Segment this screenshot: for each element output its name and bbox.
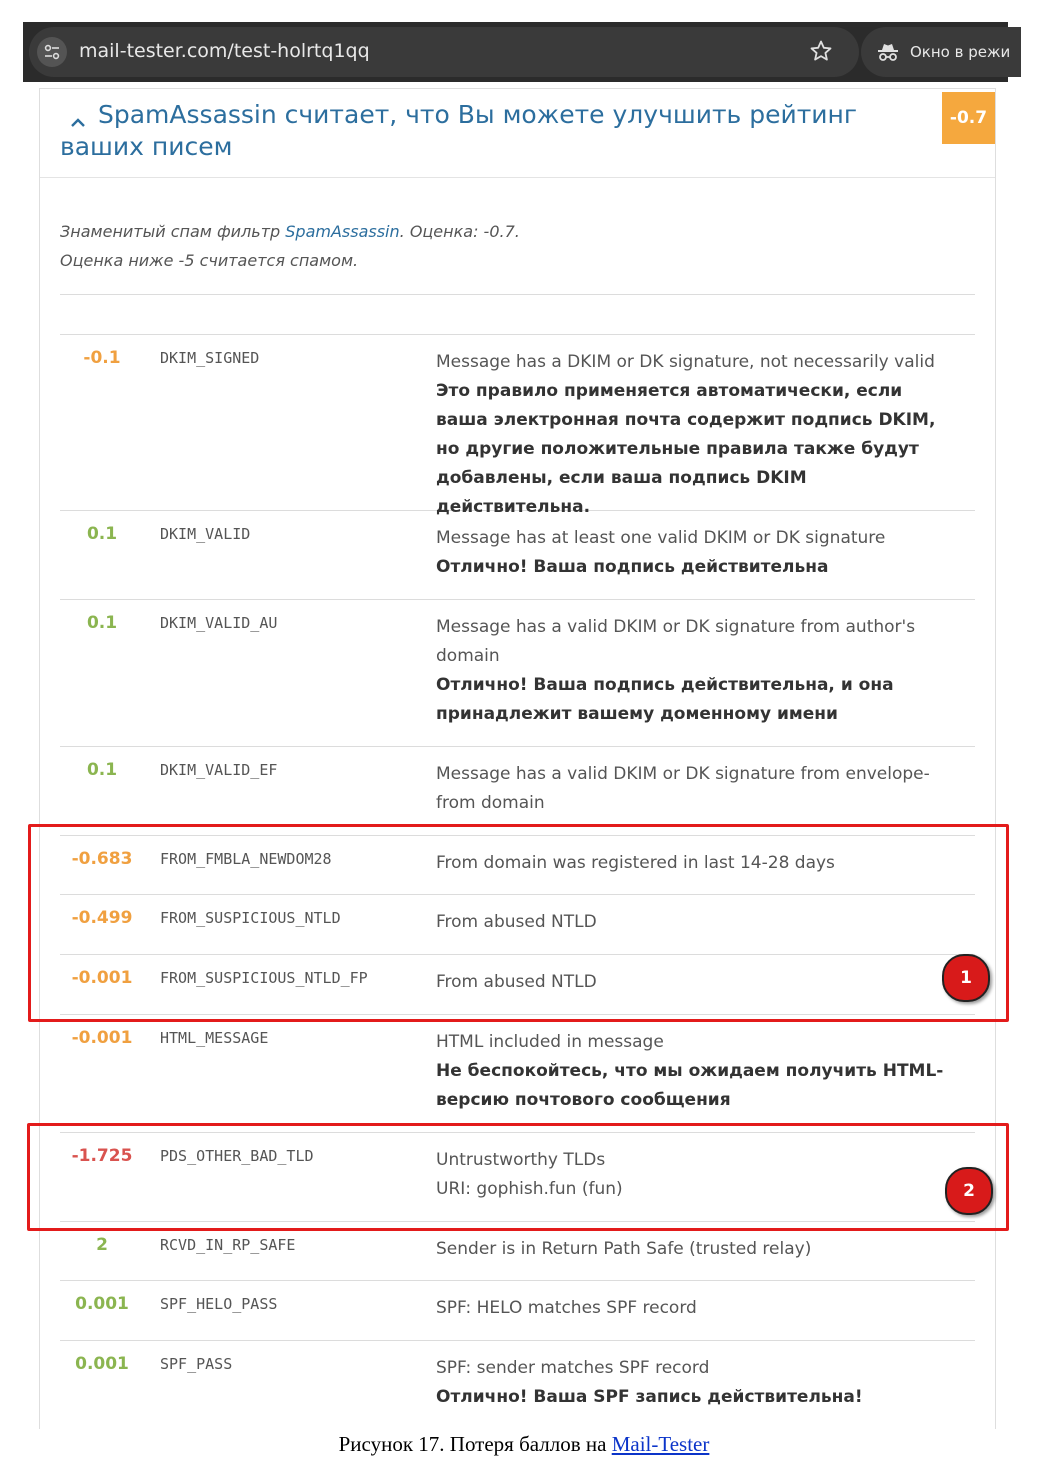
highlight-box-2 xyxy=(27,1123,1009,1231)
incognito-label: Окно в режи xyxy=(910,43,1011,61)
rule-desc-text: HTML included in message xyxy=(436,1032,664,1052)
rule-name: DKIM_VALID xyxy=(160,525,251,543)
rule-score: -0.1 xyxy=(83,348,121,368)
rule-note: Отлично! Ваша подпись действительна xyxy=(436,557,829,577)
rule-score: 2 xyxy=(96,1235,108,1255)
rule-note: Отлично! Ваша подпись действительна, и она принадлежит вашему доменному имени xyxy=(436,675,894,724)
intro-prefix: Знаменитый спам фильтр xyxy=(60,222,286,241)
rule-desc-text: SPF: sender matches SPF record xyxy=(436,1358,710,1378)
rule-row xyxy=(60,600,975,747)
rule-name: DKIM_VALID_AU xyxy=(160,614,278,632)
divider xyxy=(60,294,975,295)
rule-name: SPF_PASS xyxy=(160,1355,233,1373)
rule-name: SPF_HELO_PASS xyxy=(160,1295,278,1313)
highlight-box-1 xyxy=(28,824,1009,1022)
rule-name: RCVD_IN_RP_SAFE xyxy=(160,1236,296,1254)
site-settings-icon[interactable] xyxy=(37,37,67,67)
rule-desc-text: Message has at least one valid DKIM or DK signature xyxy=(436,528,886,548)
rule-desc-text: Untrustworthy TLDs xyxy=(436,1150,606,1170)
rule-description: Sender is in Return Path Safe (trusted relay) xyxy=(436,1239,812,1259)
rule-score: -0.683 xyxy=(71,849,133,869)
rule-description: SPF: HELO matches SPF record xyxy=(436,1298,697,1318)
rule-name: HTML_MESSAGE xyxy=(160,1029,269,1047)
caption-text: Рисунок 17. Потеря баллов на xyxy=(338,1432,612,1456)
rule-score: 0.1 xyxy=(86,524,118,544)
annotation-marker-1: 1 xyxy=(942,954,990,1002)
rule-score: -1.725 xyxy=(71,1146,133,1166)
rule-score: 0.1 xyxy=(86,760,118,780)
rule-description: From abused NTLD xyxy=(436,972,597,992)
rule-description xyxy=(436,1028,956,1115)
rule-note: Не беспокойтесь, что мы ожидаем получить HTML-версию почтового сообщения xyxy=(436,1061,944,1110)
figure-caption xyxy=(0,1432,1048,1457)
intro-text xyxy=(60,217,975,275)
annotation-marker-2: 2 xyxy=(945,1167,993,1215)
rule-score: 0.001 xyxy=(75,1294,129,1314)
rule-uri: URI: gophish.fun (fun) xyxy=(436,1179,623,1199)
panel-header[interactable] xyxy=(40,89,995,178)
rule-description xyxy=(436,1354,956,1412)
rule-description xyxy=(436,524,956,582)
rule-note: Отлично! Ваша SPF запись действительна! xyxy=(436,1387,863,1407)
rule-score: -0.499 xyxy=(71,908,133,928)
rule-score: -0.001 xyxy=(71,1028,133,1048)
rule-note: Это правило применяется автоматически, если ваша электронная почта содержит подпись DKIM, но другие положительные правила также будут добавлены, если ваша подпись DKIM действительна. xyxy=(436,381,936,517)
rule-name: DKIM_VALID_EF xyxy=(160,761,278,779)
incognito-indicator[interactable] xyxy=(861,27,1021,77)
rule-row xyxy=(60,1341,975,1429)
rule-row xyxy=(60,1281,975,1341)
rule-row xyxy=(60,1015,975,1133)
rule-description xyxy=(436,613,956,729)
rule-score: 0.001 xyxy=(75,1354,129,1374)
intro-suffix: . Оценка: -0.7. xyxy=(399,222,520,241)
rule-row xyxy=(60,511,975,600)
rule-description xyxy=(436,348,956,522)
rule-description: Message has a valid DKIM or DK signature from envelope-from domain xyxy=(436,764,930,813)
rule-name: PDS_OTHER_BAD_TLD xyxy=(160,1147,314,1165)
rule-desc-text: Message has a DKIM or DK signature, not necessarily valid xyxy=(436,352,935,372)
rule-name: FROM_SUSPICIOUS_NTLD_FP xyxy=(160,969,368,987)
browser-toolbar xyxy=(23,22,1011,82)
bookmark-star-icon[interactable] xyxy=(809,39,833,67)
score-badge: -0.7 xyxy=(942,92,995,144)
panel-title[interactable]: SpamAssassin считает, что Вы можете улучшить рейтинг ваших писем xyxy=(60,100,858,161)
rule-name: FROM_SUSPICIOUS_NTLD xyxy=(160,909,341,927)
rule-row xyxy=(60,335,975,517)
rule-name: DKIM_SIGNED xyxy=(160,349,260,367)
rule-name: FROM_FMBLA_NEWDOM28 xyxy=(160,850,332,868)
address-bar[interactable] xyxy=(29,27,859,77)
rule-desc-text: Message has a valid DKIM or DK signature from author's domain xyxy=(436,617,916,666)
rule-description: From abused NTLD xyxy=(436,912,597,932)
rule-score: 0.1 xyxy=(86,613,118,633)
rule-description: From domain was registered in last 14-28 days xyxy=(436,853,835,873)
intro-line2: Оценка ниже -5 считается спамом. xyxy=(60,251,359,270)
incognito-icon xyxy=(877,42,899,66)
mail-tester-link[interactable]: Mail-Tester xyxy=(611,1432,710,1456)
url-text[interactable]: mail-tester.com/test-holrtq1qq xyxy=(79,40,370,62)
rule-row xyxy=(60,747,975,836)
spamassassin-link[interactable]: SpamAssassin xyxy=(285,222,400,241)
rule-score: -0.001 xyxy=(71,968,133,988)
